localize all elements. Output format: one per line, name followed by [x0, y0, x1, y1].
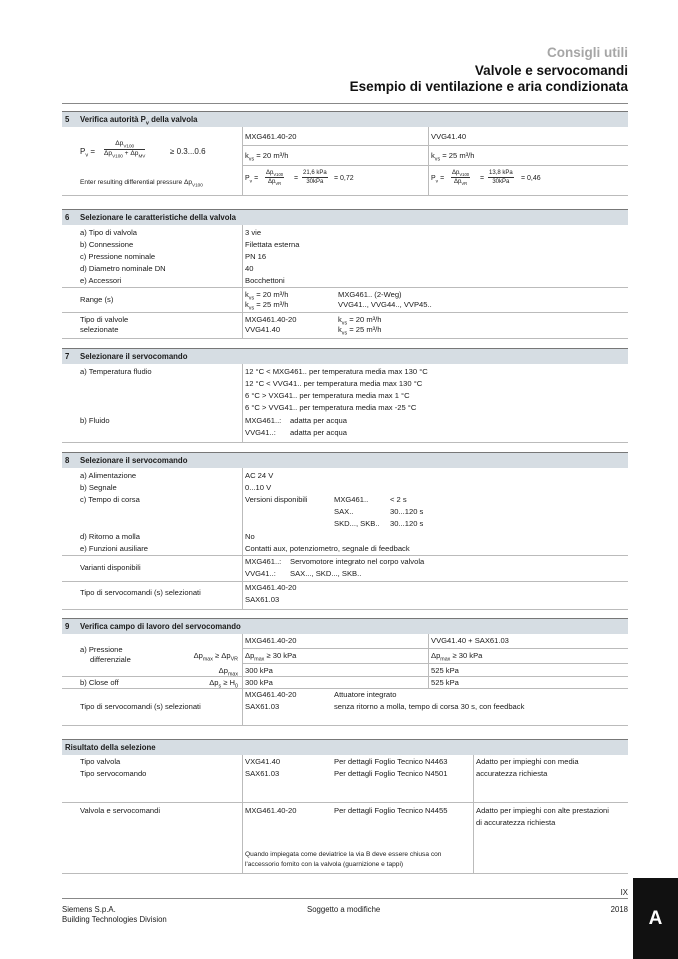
authority-fraction: $\Delta p_{V100}$ $\Delta p_{V100} + \Delta p_{MV}$	[104, 140, 146, 159]
s9-col2-head: VVG41.40 + SAX61.03	[431, 636, 509, 645]
s9-label-a1: a) Pressione	[80, 645, 123, 654]
section-8-bar: 8 Selezionare il servocomando	[62, 452, 628, 468]
range-kvs-1: $k_{vs} = 20$ m³/h	[245, 290, 289, 302]
result-label-actuator: Tipo servocomando	[80, 769, 147, 778]
col2-head: VVG41.40	[431, 132, 467, 141]
s9-symbol-3: $\Delta p_s \ge H_0$	[209, 678, 238, 690]
page-number: IX	[620, 888, 628, 897]
s6-value-e: Bocchettoni	[245, 276, 285, 285]
section-title: Selezionare il servocomando	[80, 352, 188, 361]
s9-value-3b: 525 kPa	[431, 678, 459, 687]
range-valves-1: MXG461.. (2-Weg)	[338, 290, 402, 299]
variants-label: Varianti disponibili	[80, 563, 141, 572]
s8-selected-label: Tipo di servocomandi (s) selezionati	[80, 588, 201, 597]
result-ref-actuator: Per dettagli Foglio Tecnico N4501	[334, 769, 448, 778]
result-ref-combined: Per dettagli Foglio Tecnico N4455	[334, 806, 448, 815]
section-9-bar: 9 Verifica campo di lavoro del servocomando	[62, 618, 628, 634]
fluid-desc-1: adatta per acqua	[290, 416, 347, 425]
s9-selected-2: SAX61.03	[245, 702, 280, 711]
s9-value-2b: 525 kPa	[431, 666, 459, 675]
s8-value-e: Contatti aux, potenziometro, segnale di feedback	[245, 544, 410, 553]
result-label-valve: Tipo valvola	[80, 757, 121, 766]
s9-label-b: b) Close off	[80, 678, 119, 687]
col2-kvs: $k_{vs} = 25$ m³/h	[431, 151, 475, 163]
section-result	[62, 739, 628, 874]
footer-company: Siemens S.p.A.	[62, 905, 116, 914]
variant-desc-2: SAX..., SKD..., SKB..	[290, 569, 362, 578]
s6-value-b: Filettata esterna	[245, 240, 300, 249]
footer-division: Building Technologies Division	[62, 915, 167, 924]
chapter-tab: A	[633, 878, 678, 959]
temp-line-4: 6 °C > VVG41.. per temperatura media max -25 °C	[245, 403, 417, 412]
temp-label: a) Temperatura fludio	[80, 367, 152, 376]
result-value-valve: VXG41.40	[245, 757, 281, 766]
col1-kvs: $k_{vs} = 20$ m³/h	[245, 151, 289, 163]
s8-value-a: AC 24 V	[245, 471, 274, 480]
s9-symbol-1: $\Delta p_{max} \ge \Delta p_{VR}$	[193, 651, 238, 663]
col2-calc: $P_v$ =	[431, 175, 445, 185]
s8-selected-1: MXG461.40-20	[245, 583, 297, 592]
s9-value-1a: $\Delta p_{max} \ge 30$ kPa	[245, 651, 297, 663]
result-value-combined: MXG461.40-20	[245, 806, 297, 815]
s8-label-e: e) Funzioni ausiliare	[80, 544, 148, 553]
version-time-1: < 2 s	[390, 495, 407, 504]
s6-label-e: e) Accessori	[80, 276, 122, 285]
variant-desc-1: Servomotore integrato nel corpo valvola	[290, 557, 425, 566]
section-title: Selezionare il servocomando	[80, 456, 188, 465]
fluid-desc-2: adatta per acqua	[290, 428, 347, 437]
authority-formula: $P_v$ =	[80, 147, 96, 159]
type-name-2: VVG41.40	[245, 325, 281, 334]
col1-calc: $P_v$ =	[245, 175, 259, 185]
section-7-bar: 7 Selezionare il servocomando	[62, 348, 628, 364]
fluid-name-1: MXG461..:	[245, 416, 282, 425]
temp-line-1: 12 °C < MXG461.. per temperatura media max 130 °C	[245, 367, 428, 376]
s9-value-1b: $\Delta p_{max} \ge 30$ kPa	[431, 651, 483, 663]
types-label-2: selezionate	[80, 325, 119, 334]
s9-label-a2: differenziale	[90, 655, 131, 664]
section-5-bar	[62, 111, 628, 127]
s8-label-a: a) Alimentazione	[80, 471, 137, 480]
col1-result: = 0,72	[334, 175, 354, 182]
footer-year: 2018	[610, 905, 628, 914]
temp-line-3: 6 °C > VXG41.. per temperatura media max 1 °C	[245, 391, 410, 400]
result-value-actuator: SAX61.03	[245, 769, 280, 778]
formula-note: Enter resulting differential pressure $\Delta p_{V100}$	[80, 179, 203, 188]
result-note-1b: accuratezza richiesta	[476, 769, 548, 778]
result-footnote-2: l'accessorio fornito con la valvola (guarnizione e tappi)	[245, 861, 404, 868]
section-title: Verifica autorità $P_v$ della valvola	[80, 115, 198, 127]
col1-head: MXG461.40-20	[245, 132, 297, 141]
result-footnote-1: Quando impiegata come deviatrice la via B deve essere chiusa con	[245, 851, 442, 858]
type-kvs-1: $k_{vs} = 20$ m³/h	[338, 315, 382, 327]
result-title: Risultato della selezione	[65, 743, 156, 752]
s9-symbol-2: $\Delta p_{max}$	[218, 666, 238, 678]
page-subtitle: Esempio di ventilazione e aria condizionata	[349, 79, 628, 94]
s8-value-b: 0...10 V	[245, 483, 272, 492]
fluid-label: b) Fluido	[80, 416, 110, 425]
types-label-1: Tipo di valvole	[80, 315, 129, 324]
s6-label-d: d) Diametro nominale DN	[80, 264, 166, 273]
s8-value-c: Versioni disponibili	[245, 495, 308, 504]
s6-value-d: 40	[245, 264, 254, 273]
s9-value-3a: 300 kPa	[245, 678, 273, 687]
s8-label-c: c) Tempo di corsa	[80, 495, 140, 504]
col2-result: = 0,46	[521, 175, 541, 182]
page-title: Valvole e servocomandi	[474, 63, 628, 78]
s8-selected-2: SAX61.03	[245, 595, 280, 604]
variant-name-1: MXG461..:	[245, 557, 282, 566]
result-note-2b: di accuratezza richiesta	[476, 818, 556, 827]
s6-label-c: c) Pressione nominale	[80, 252, 156, 261]
s6-label-b: b) Connessione	[80, 240, 134, 249]
range-kvs-2: $k_{vs} = 25$ m³/h	[245, 300, 289, 312]
version-time-3: 30...120 s	[390, 519, 424, 528]
variant-name-2: VVG41..:	[245, 569, 276, 578]
version-name-1: MXG461..	[334, 495, 369, 504]
s9-selected-label: Tipo di servocomandi (s) selezionati	[80, 702, 201, 711]
result-note-2a: Adatto per impieghi con alte prestazioni	[476, 806, 609, 815]
s9-col1-head: MXG461.40-20	[245, 636, 297, 645]
s9-value-2a: 300 kPa	[245, 666, 273, 675]
s9-selected-1: MXG461.40-20	[245, 690, 297, 699]
s6-value-c: PN 16	[245, 252, 267, 261]
s8-label-d: d) Ritorno a molla	[80, 532, 140, 541]
section-title: Selezionare le caratteristiche della valvola	[80, 213, 237, 222]
range-label: Range (s)	[80, 295, 114, 304]
temp-line-2: 12 °C < VVG41.. per temperatura media max 130 °C	[245, 379, 423, 388]
section-6-bar: 6 Selezionare le caratteristiche della valvola	[62, 209, 628, 225]
section-7	[62, 348, 628, 443]
fluid-name-2: VVG41..:	[245, 428, 276, 437]
result-ref-valve: Per dettagli Foglio Tecnico N4463	[334, 757, 448, 766]
s9-selected-desc-2: senza ritorno a molla, tempo di corsa 30 s, con feedback	[334, 702, 525, 711]
type-name-1: MXG461.40-20	[245, 315, 297, 324]
result-note-1a: Adatto per impieghi con media	[476, 757, 579, 766]
footer-center: Soggetto a modifiche	[307, 905, 381, 914]
s8-label-b: b) Segnale	[80, 483, 117, 492]
type-kvs-2: $k_{vs} = 25$ m³/h	[338, 325, 382, 337]
footer-rule	[62, 898, 628, 899]
section-6	[62, 209, 628, 339]
section-9	[62, 618, 628, 726]
version-time-2: 30...120 s	[390, 507, 424, 516]
result-label-combined: Valvola e servocomandi	[80, 806, 161, 815]
section-title: Verifica campo di lavoro del servocomando	[80, 622, 241, 631]
s6-value-a: 3 vie	[245, 228, 262, 237]
section-pretitle: Consigli utili	[547, 45, 628, 60]
section-5: 5 Verifica autorità $P_v$ della valvola $P_v$ = $\Delta p_{V100}$ $\Delta p_{V100} + \Delta p_{MV}$ ≥ 0.3...0.6 Enter resulting differential pressure $\Delta p_{V100}$ MXG461.40-20 VVG41.40 $k_{vs} = 20$ m³/h $k_{vs} = 25$ m³/h $P_v$ = $\Delta p_{V100}$ $\Delta p_{VR}$ = 21,6 kPa 30kPa = 0,72 $P_v$ = $\Delta p_{V100}$ $\Delta p_{VR}$ = 13,8 kPa 30kPa = 0,46	[62, 111, 628, 196]
version-name-3: SKD..., SKB..	[334, 519, 380, 528]
result-bar	[62, 739, 628, 755]
s8-value-d: No	[245, 532, 255, 541]
s6-label-a: a) Tipo di valvola	[80, 228, 137, 237]
section-number: 5	[65, 115, 70, 124]
s9-selected-desc-1: Attuatore integrato	[334, 690, 397, 699]
header-rule	[62, 103, 628, 104]
authority-range: ≥ 0.3...0.6	[170, 147, 206, 156]
section-8	[62, 452, 628, 610]
range-valves-2: VVG41.., VVG44.., VVP45..	[338, 300, 432, 309]
version-name-2: SAX..	[334, 507, 354, 516]
